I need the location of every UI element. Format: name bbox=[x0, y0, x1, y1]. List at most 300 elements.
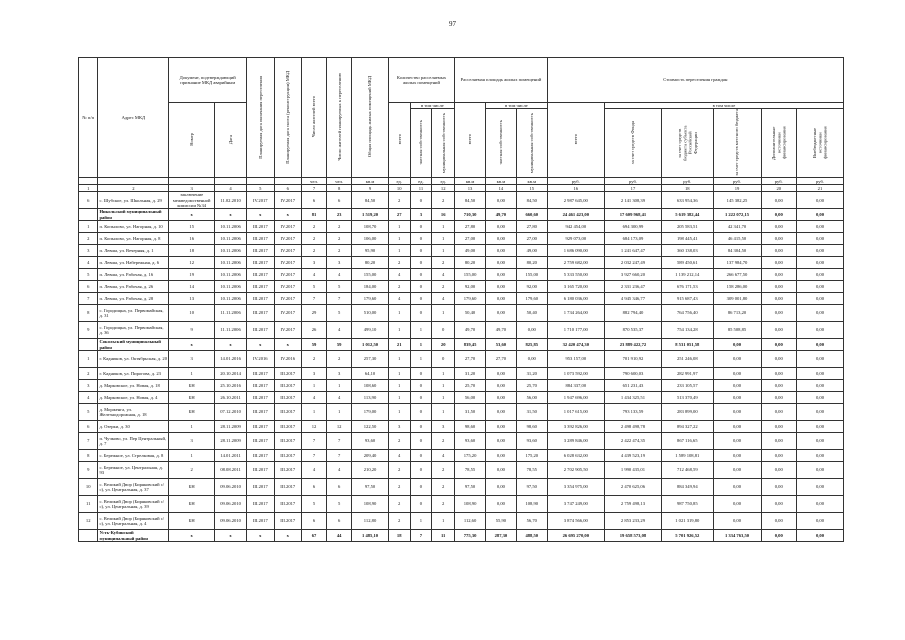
table-cell: 1 bbox=[388, 392, 410, 404]
table-cell: 6 bbox=[301, 479, 326, 496]
table-cell: III.2017 bbox=[247, 404, 274, 421]
column-numbers-row bbox=[79, 185, 844, 192]
table-cell: 4 945 346,77 bbox=[604, 293, 661, 305]
table-cell: 1 589 108,81 bbox=[662, 450, 713, 462]
table-cell: 14 bbox=[169, 281, 215, 293]
table-cell: 1 434 325,51 bbox=[604, 392, 661, 404]
table-cell: 1 bbox=[410, 322, 432, 339]
table-cell: 1 222 072,15 bbox=[713, 209, 761, 221]
table-cell: 53,60 bbox=[485, 339, 516, 351]
table-row bbox=[79, 421, 844, 433]
table-cell: 23 bbox=[327, 209, 352, 221]
table-cell: 205 583,51 bbox=[662, 221, 713, 233]
table-cell: 0 bbox=[410, 450, 432, 462]
table-row bbox=[79, 269, 844, 281]
unit-cell: ед. bbox=[410, 178, 432, 185]
table-cell: III.2017 bbox=[274, 513, 301, 530]
table-cell: 7 bbox=[410, 530, 432, 542]
table-cell: 8 bbox=[79, 305, 98, 322]
table-cell: 1 bbox=[432, 305, 455, 322]
column-number-cell: 7 bbox=[301, 185, 326, 192]
table-row bbox=[79, 450, 844, 462]
address-cell: г. Кадников, ул. Октябрьская, д. 20 bbox=[98, 351, 169, 368]
table-row bbox=[79, 404, 844, 421]
table-cell: 55,90 bbox=[485, 513, 516, 530]
table-cell: 10.11.2006 bbox=[215, 245, 247, 257]
table-cell: 0,00 bbox=[761, 269, 796, 281]
table-cell: 25,70 bbox=[455, 380, 486, 392]
table-cell: 1 710 177,00 bbox=[547, 322, 604, 339]
address-cell: п. Левша, ул. Набережная, д. 6 bbox=[98, 257, 169, 269]
table-cell: 07.12.2010 bbox=[215, 404, 247, 421]
table-cell: 4 bbox=[327, 269, 352, 281]
table-cell: 5 333 550,00 bbox=[547, 269, 604, 281]
table-row bbox=[79, 281, 844, 293]
table-cell: 0,00 bbox=[713, 462, 761, 479]
table-cell: х bbox=[215, 339, 247, 351]
table-cell: 3 bbox=[410, 209, 432, 221]
table-cell: 1 bbox=[410, 351, 432, 368]
table-cell: 2 bbox=[432, 192, 455, 209]
table-cell: 8 531 051,58 bbox=[662, 339, 713, 351]
table-cell: 1 519,20 bbox=[352, 209, 389, 221]
table-cell: 0,00 bbox=[713, 368, 761, 380]
unit-cell: чел. bbox=[301, 178, 326, 185]
table-cell: 701 910,92 bbox=[604, 351, 661, 368]
table-cell: 4 bbox=[432, 293, 455, 305]
table-cell: 6 bbox=[301, 192, 326, 209]
table-cell: 2 bbox=[388, 257, 410, 269]
table-cell: 7 bbox=[327, 433, 352, 450]
table-cell: 1 bbox=[388, 233, 410, 245]
table-cell: 3 bbox=[432, 421, 455, 433]
table-cell: 0,00 bbox=[796, 233, 843, 245]
unit-cell bbox=[274, 178, 301, 185]
table-cell: 0 bbox=[410, 269, 432, 281]
table-cell: 0,00 bbox=[796, 479, 843, 496]
table-cell: 95,90 bbox=[352, 245, 389, 257]
table-cell: 108,90 bbox=[352, 496, 389, 513]
table-cell: 0,00 bbox=[761, 257, 796, 269]
table-cell: 790 600,03 bbox=[604, 368, 661, 380]
column-number-cell: 5 bbox=[247, 185, 274, 192]
table-cell: 0 bbox=[410, 245, 432, 257]
table-cell: 0,00 bbox=[761, 368, 796, 380]
table-cell: III.2017 bbox=[274, 479, 301, 496]
table-cell: 6 bbox=[327, 513, 352, 530]
table-cell: 2 bbox=[388, 479, 410, 496]
table-cell: 884 337,00 bbox=[547, 380, 604, 392]
table-cell: 80,20 bbox=[516, 257, 547, 269]
table-cell: 137 984,70 bbox=[713, 257, 761, 269]
table-cell: 64,10 bbox=[352, 368, 389, 380]
table-cell: 27,00 bbox=[516, 233, 547, 245]
table-cell: 0,00 bbox=[485, 257, 516, 269]
table-cell: 0,00 bbox=[485, 281, 516, 293]
table-cell: БН bbox=[169, 479, 215, 496]
table-cell: 0,00 bbox=[796, 496, 843, 513]
table-cell: 10.11.2006 bbox=[215, 293, 247, 305]
table-cell: 31,20 bbox=[455, 368, 486, 380]
table-cell: 0,00 bbox=[796, 322, 843, 339]
address-cell: с. Городищна, ул. Первомайская, д. 36 bbox=[98, 322, 169, 339]
table-cell: 3 289 846,00 bbox=[547, 433, 604, 450]
table-cell: 0 bbox=[410, 368, 432, 380]
table-cell: 233 105,57 bbox=[662, 380, 713, 392]
hdr-planned-demolition: Планируемая дата сноса (реконструкции) МКД bbox=[274, 58, 301, 178]
table-cell: 8 bbox=[79, 450, 98, 462]
table-cell: 84 304,50 bbox=[713, 245, 761, 257]
table-cell bbox=[79, 530, 98, 542]
table-cell: IV.2017 bbox=[274, 221, 301, 233]
table-cell: 27,00 bbox=[455, 233, 486, 245]
table-cell: 5 bbox=[327, 305, 352, 322]
table-cell: 59 bbox=[327, 339, 352, 351]
table-cell: 12 bbox=[301, 421, 326, 433]
address-cell: п. Копылово, ул. Нагорная, д. 10 bbox=[98, 221, 169, 233]
table-cell: 0,00 bbox=[516, 351, 547, 368]
table-cell: 10.11.2006 bbox=[215, 221, 247, 233]
table-cell: 16 bbox=[432, 209, 455, 221]
table-cell: 1 bbox=[388, 221, 410, 233]
table-cell: 0 bbox=[432, 322, 455, 339]
table-cell: III.2017 bbox=[274, 450, 301, 462]
column-number-cell: 18 bbox=[662, 185, 713, 192]
table-cell: 18 bbox=[388, 530, 410, 542]
table-cell: 0,00 bbox=[761, 351, 796, 368]
table-cell: 0 bbox=[410, 281, 432, 293]
unit-cell bbox=[169, 178, 215, 185]
table-cell: х bbox=[247, 339, 274, 351]
table-cell: 0,00 bbox=[485, 245, 516, 257]
hdr-doc-date: Дата bbox=[215, 103, 247, 178]
table-cell: 0,00 bbox=[485, 433, 516, 450]
table-cell: 10.11.2006 bbox=[215, 233, 247, 245]
unit-cell: ед. bbox=[432, 178, 455, 185]
table-cell: 49,00 bbox=[516, 245, 547, 257]
table-cell: 0,00 bbox=[796, 245, 843, 257]
table-cell: 3 354 975,00 bbox=[547, 479, 604, 496]
table-cell: 0,00 bbox=[485, 392, 516, 404]
table-cell: 0,00 bbox=[761, 281, 796, 293]
column-number-cell: 1 bbox=[79, 185, 98, 192]
address-cell: д. Марковское, ул. Новая, д. 4 bbox=[98, 392, 169, 404]
unit-cell: чел. bbox=[327, 178, 352, 185]
table-cell: 7 bbox=[79, 293, 98, 305]
table-cell: х bbox=[169, 339, 215, 351]
table-cell: 27,70 bbox=[485, 351, 516, 368]
table-cell: 6 bbox=[327, 192, 352, 209]
address-cell: Усть-Кубинский муниципальный район bbox=[98, 530, 169, 542]
table-cell: 1 241 647,47 bbox=[604, 245, 661, 257]
table-cell: 84,50 bbox=[516, 192, 547, 209]
table-cell: 1 bbox=[388, 404, 410, 421]
table-cell: 0,00 bbox=[485, 421, 516, 433]
hdr-document-group: Документ, подтверждающий признание МКД аварийным bbox=[169, 58, 247, 103]
unit-cell: кв.м bbox=[485, 178, 516, 185]
table-cell: 0,00 bbox=[761, 392, 796, 404]
table-cell: 0,00 bbox=[796, 530, 843, 542]
table-cell: 0,00 bbox=[485, 496, 516, 513]
table-cell: 184,00 bbox=[352, 281, 389, 293]
table-row bbox=[79, 462, 844, 479]
table-cell: 11 bbox=[432, 530, 455, 542]
table-cell: х bbox=[274, 339, 301, 351]
table-cell: 0,00 bbox=[713, 450, 761, 462]
table-cell: 0 bbox=[410, 192, 432, 209]
table-cell: 309 001,80 bbox=[713, 293, 761, 305]
table-cell: 46 415,50 bbox=[713, 233, 761, 245]
table-cell: 97,50 bbox=[352, 479, 389, 496]
hdr-doc-number: Номер bbox=[169, 103, 215, 178]
table-cell: 4 bbox=[432, 269, 455, 281]
table-cell: 283 899,00 bbox=[662, 404, 713, 421]
table-cell: 0,00 bbox=[796, 339, 843, 351]
table-cell: 870 535,37 bbox=[604, 322, 661, 339]
table-cell: 49,70 bbox=[485, 322, 516, 339]
table-cell: 7 bbox=[301, 293, 326, 305]
table-row bbox=[79, 433, 844, 450]
table-cell: 6 180 036,00 bbox=[547, 293, 604, 305]
table-cell: 85 508,85 bbox=[713, 322, 761, 339]
column-number-cell: 19 bbox=[713, 185, 761, 192]
address-cell: Никольский муниципальный район bbox=[98, 209, 169, 221]
hdr-cost-group: Стоимость переселения граждан bbox=[547, 58, 843, 103]
subtotal-row bbox=[79, 530, 844, 542]
table-cell: 1 990 435,01 bbox=[604, 462, 661, 479]
table-cell: 3 927 660,20 bbox=[604, 269, 661, 281]
table-row bbox=[79, 368, 844, 380]
table-row bbox=[79, 351, 844, 368]
hdr-cost-unforeseen: Внебюджетные источники финансирования bbox=[796, 109, 843, 178]
table-cell: 1 bbox=[432, 368, 455, 380]
table-cell: 49,70 bbox=[485, 209, 516, 221]
hdr-rooms-total: всего bbox=[388, 103, 410, 178]
address-cell: п. Чучково, ул. Пер Центральный, д. 7 bbox=[98, 433, 169, 450]
table-cell: 93,60 bbox=[455, 433, 486, 450]
table-cell: х bbox=[274, 209, 301, 221]
table-cell: 825,85 bbox=[516, 339, 547, 351]
table-cell: 0,00 bbox=[796, 257, 843, 269]
table-cell: 15 bbox=[169, 221, 215, 233]
hdr-residents: Число жителей всего bbox=[301, 58, 326, 178]
table-cell: 1 bbox=[432, 392, 455, 404]
table-cell: 0,00 bbox=[485, 479, 516, 496]
table-cell: 3 bbox=[301, 257, 326, 269]
table-cell: х bbox=[169, 530, 215, 542]
column-number-cell: 16 bbox=[547, 185, 604, 192]
table-cell: 257,30 bbox=[352, 351, 389, 368]
table-cell: 0,00 bbox=[761, 450, 796, 462]
table-cell: III.2017 bbox=[247, 392, 274, 404]
table-cell: 0,00 bbox=[713, 433, 761, 450]
unit-cell: кв.м bbox=[516, 178, 547, 185]
table-cell: 987 750,85 bbox=[662, 496, 713, 513]
table-cell: 2 bbox=[432, 433, 455, 450]
table-cell: 0,00 bbox=[796, 421, 843, 433]
table-cell: 0,00 bbox=[796, 368, 843, 380]
table-cell: 0,00 bbox=[713, 479, 761, 496]
table-cell: III.2017 bbox=[247, 496, 274, 513]
table-cell: 3 bbox=[169, 351, 215, 368]
address-cell: п. Левша, ул. Рабочая, д. 26 bbox=[98, 281, 169, 293]
table-cell: 0,00 bbox=[485, 269, 516, 281]
table-cell: 287,30 bbox=[485, 530, 516, 542]
table-cell: 0,00 bbox=[713, 339, 761, 351]
table-cell: 2 bbox=[432, 257, 455, 269]
table-cell: 0,00 bbox=[761, 322, 796, 339]
table-cell: 56,00 bbox=[455, 392, 486, 404]
address-cell: д. Морженга, ул. Железнодорожная, д. 18 bbox=[98, 404, 169, 421]
column-number-cell: 8 bbox=[327, 185, 352, 192]
table-cell: 26.10.2011 bbox=[215, 392, 247, 404]
table-row bbox=[79, 322, 844, 339]
table-cell: 0 bbox=[410, 433, 432, 450]
address-cell: п. Левша, ул. Рабочая, д. 16 bbox=[98, 269, 169, 281]
table-row bbox=[79, 192, 844, 209]
table-cell: 0,00 bbox=[761, 462, 796, 479]
table-cell: IV.2016 bbox=[247, 351, 274, 368]
table-cell: 21 bbox=[388, 339, 410, 351]
table-cell: 78,55 bbox=[455, 462, 486, 479]
unit-cell: кв.м bbox=[455, 178, 486, 185]
table-cell: 2 bbox=[169, 462, 215, 479]
table-cell: 179,60 bbox=[352, 293, 389, 305]
table-cell: 499,10 bbox=[352, 322, 389, 339]
table-cell: 0,00 bbox=[796, 380, 843, 392]
unit-cell bbox=[79, 178, 98, 185]
table-cell: БН bbox=[169, 513, 215, 530]
table-cell: 1 734 264,00 bbox=[547, 305, 604, 322]
table-cell: 81 bbox=[301, 209, 326, 221]
table-cell: 0 bbox=[410, 305, 432, 322]
table-cell: 2 bbox=[432, 462, 455, 479]
table-cell: 651 231,43 bbox=[604, 380, 661, 392]
table-cell: 0,00 bbox=[485, 293, 516, 305]
table-cell: 10.11.2006 bbox=[215, 257, 247, 269]
table-cell: IV.2017 bbox=[274, 257, 301, 269]
hdr-area-group: Расселяемая площадь жилых помещений bbox=[455, 58, 548, 103]
table-cell: 49,00 bbox=[455, 245, 486, 257]
table-cell: 0,00 bbox=[761, 305, 796, 322]
table-cell: 11.11.2006 bbox=[215, 305, 247, 322]
hdr-rooms-group: Количество расселяемых жилых помещений bbox=[388, 58, 454, 103]
table-cell: 2 bbox=[388, 433, 410, 450]
table-cell: 1 bbox=[79, 351, 98, 368]
table-cell: III.2017 bbox=[274, 496, 301, 513]
table-cell: 84,50 bbox=[455, 192, 486, 209]
table-cell: 2 853 233,29 bbox=[604, 513, 661, 530]
units-row bbox=[79, 178, 844, 185]
table-row bbox=[79, 221, 844, 233]
table-cell: 2 bbox=[301, 351, 326, 368]
table-cell: 0,00 bbox=[761, 339, 796, 351]
table-cell: 2 bbox=[301, 221, 326, 233]
table-cell: III.2017 bbox=[247, 380, 274, 392]
table-cell: 2 470 625,06 bbox=[604, 479, 661, 496]
table-cell: IV.2017 bbox=[274, 293, 301, 305]
table-cell: IV.2017 bbox=[274, 322, 301, 339]
table-cell: 4 bbox=[301, 269, 326, 281]
hdr-area-total: всего bbox=[455, 103, 486, 178]
table-cell: 1 bbox=[327, 380, 352, 392]
table-cell: 13 bbox=[169, 293, 215, 305]
table-cell: III.2017 bbox=[247, 269, 274, 281]
table-row bbox=[79, 245, 844, 257]
table-cell: 14.01.2016 bbox=[215, 351, 247, 368]
table-cell: III.2017 bbox=[247, 450, 274, 462]
table-cell: 11 bbox=[79, 496, 98, 513]
table-cell: 108,70 bbox=[352, 221, 389, 233]
table-cell: 660,60 bbox=[516, 209, 547, 221]
table-cell: 2 bbox=[432, 281, 455, 293]
table-cell: 764 756,40 bbox=[662, 305, 713, 322]
address-cell: Сокольский муниципальный район bbox=[98, 339, 169, 351]
table-cell: 4 bbox=[388, 450, 410, 462]
table-cell: 7 bbox=[327, 450, 352, 462]
table-cell: 2 759 682,00 bbox=[547, 257, 604, 269]
table-cell: 0,00 bbox=[796, 192, 843, 209]
table-cell: 4 bbox=[327, 392, 352, 404]
table-cell: 0 bbox=[410, 380, 432, 392]
table-cell: 0,00 bbox=[713, 496, 761, 513]
hdr-residents-planned: Число жителей планируемых к переселению bbox=[327, 58, 352, 178]
table-cell: 5 bbox=[301, 496, 326, 513]
table-cell: 2 141 308,39 bbox=[604, 192, 661, 209]
table-cell: 5 bbox=[79, 269, 98, 281]
table-cell: 2 bbox=[79, 233, 98, 245]
table-cell: 6 bbox=[301, 513, 326, 530]
hdr-cost-fund: за счет средств Фонда bbox=[604, 109, 661, 178]
subtotal-row bbox=[79, 209, 844, 221]
table-cell: 4 bbox=[432, 450, 455, 462]
page-number: 97 bbox=[449, 20, 456, 28]
table-row bbox=[79, 233, 844, 245]
table-cell: 1 021 319,80 bbox=[662, 513, 713, 530]
table-cell: 251 246,08 bbox=[662, 351, 713, 368]
table-cell: 1 bbox=[388, 245, 410, 257]
table-cell: 1 073 592,00 bbox=[547, 368, 604, 380]
table-cell: 56,00 bbox=[516, 392, 547, 404]
table-cell: 50,40 bbox=[516, 305, 547, 322]
table-cell: 1 bbox=[388, 322, 410, 339]
table-cell: 6 bbox=[79, 192, 98, 209]
address-cell: г. Кадников, ул. Пирогова, д. 23 bbox=[98, 368, 169, 380]
hdr-area-in-that: в том числе bbox=[485, 103, 547, 109]
table-cell: 589 450,61 bbox=[662, 257, 713, 269]
table-cell: 0,00 bbox=[796, 392, 843, 404]
table-cell: 754 134,28 bbox=[662, 322, 713, 339]
table-cell: 0,00 bbox=[761, 221, 796, 233]
table-cell: III.2017 bbox=[247, 421, 274, 433]
column-number-cell: 14 bbox=[485, 185, 516, 192]
table-cell: 1 012,50 bbox=[352, 339, 389, 351]
table-cell: 26 bbox=[301, 322, 326, 339]
table-cell: III.2017 bbox=[247, 368, 274, 380]
table-cell: 5 bbox=[327, 496, 352, 513]
table-cell: 0,00 bbox=[761, 209, 796, 221]
table-cell: 0 bbox=[410, 496, 432, 513]
table-cell: 0 bbox=[410, 221, 432, 233]
table-cell: заключение межведомственной комиссии №34 bbox=[169, 192, 215, 209]
table-cell bbox=[79, 209, 98, 221]
table-row bbox=[79, 479, 844, 496]
table-cell: III.2017 bbox=[274, 380, 301, 392]
table-cell: 2 759 498,13 bbox=[604, 496, 661, 513]
table-row bbox=[79, 513, 844, 530]
table-cell: 0,00 bbox=[485, 305, 516, 322]
table-cell: 0,00 bbox=[713, 392, 761, 404]
